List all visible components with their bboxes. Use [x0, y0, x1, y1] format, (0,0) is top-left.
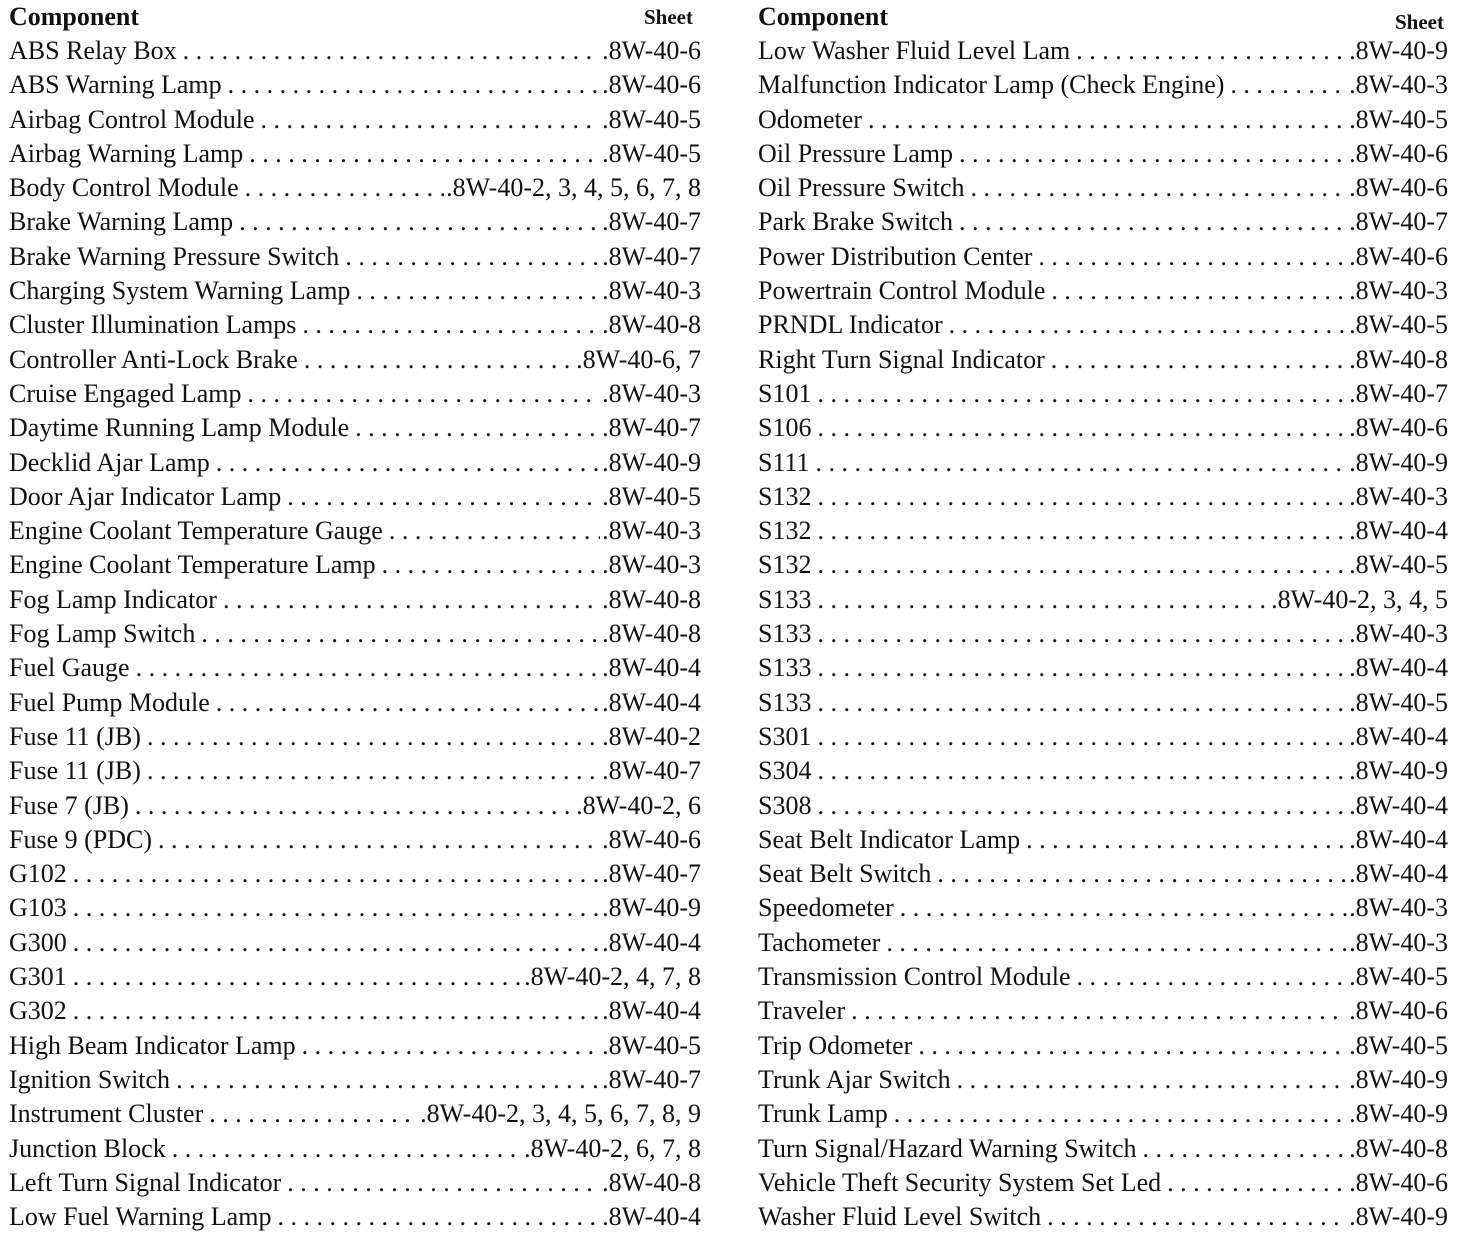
sheet-reference: .8W-40-2 — [602, 721, 701, 751]
sheet-reference: .8W-40-4 — [1349, 516, 1448, 546]
dot-leader — [957, 1063, 1347, 1097]
sheet-reference: .8W-40-4 — [602, 653, 701, 683]
sheet-header: Sheet — [1395, 10, 1444, 34]
table-row — [9, 686, 701, 720]
component-name: Cruise Engaged Lamp — [9, 378, 242, 408]
component-name: S304 — [758, 756, 812, 786]
table-row — [9, 720, 701, 754]
sheet-reference: .8W-40-5 — [1349, 310, 1448, 340]
table-row — [758, 583, 1448, 617]
right-column — [758, 0, 1448, 1234]
table-row — [758, 411, 1448, 445]
sheet-reference: .8W-40-2, 3, 4, 5, 6, 7, 8 — [446, 173, 701, 203]
table-row — [9, 926, 701, 960]
left-column-header — [9, 0, 701, 34]
table-row — [758, 651, 1448, 685]
dot-leader — [183, 34, 601, 68]
sheet-reference: .8W-40-3 — [1349, 481, 1448, 511]
dot-leader — [1143, 1132, 1348, 1166]
table-row — [9, 308, 701, 342]
table-row — [9, 583, 701, 617]
table-row — [758, 926, 1448, 960]
dot-leader — [817, 789, 1347, 823]
table-row — [758, 1132, 1448, 1166]
dot-leader — [304, 343, 574, 377]
table-row — [758, 480, 1448, 514]
sheet-reference: .8W-40-3 — [1349, 276, 1448, 306]
dot-leader — [959, 137, 1347, 171]
table-row — [758, 686, 1448, 720]
table-row — [758, 548, 1448, 582]
dot-leader — [817, 617, 1347, 651]
component-name: Power Distribution Center — [758, 241, 1033, 271]
dot-leader — [135, 789, 574, 823]
component-name: S132 — [758, 550, 812, 580]
dot-leader — [356, 274, 600, 308]
dot-leader — [239, 205, 600, 239]
table-row — [758, 205, 1448, 239]
left-component-list — [9, 34, 701, 1234]
component-name: Odometer — [758, 104, 862, 134]
table-row — [758, 1063, 1448, 1097]
component-name: G103 — [9, 893, 67, 923]
dot-leader — [73, 857, 600, 891]
table-row — [758, 617, 1448, 651]
dot-leader — [73, 960, 522, 994]
table-row — [758, 240, 1448, 274]
dot-leader — [147, 754, 600, 788]
sheet-reference: .8W-40-4 — [602, 687, 701, 717]
component-name: ABS Warning Lamp — [9, 70, 222, 100]
table-row — [9, 274, 701, 308]
sheet-reference: .8W-40-6 — [1349, 241, 1448, 271]
component-name: ABS Relay Box — [9, 36, 177, 65]
sheet-reference: .8W-40-9 — [602, 447, 701, 477]
sheet-reference: .8W-40-5 — [602, 1030, 701, 1060]
table-row — [9, 171, 701, 205]
sheet-reference: .8W-40-4 — [602, 1202, 701, 1232]
table-row — [9, 960, 701, 994]
table-row — [9, 1097, 701, 1131]
left-column — [9, 0, 701, 1234]
table-row — [9, 514, 701, 548]
sheet-header: Sheet — [644, 5, 693, 29]
dot-leader — [1051, 274, 1347, 308]
dot-leader — [355, 411, 600, 445]
dot-leader — [277, 1200, 600, 1234]
component-name: S308 — [758, 790, 812, 820]
component-name: S133 — [758, 687, 812, 717]
component-name: Fog Lamp Indicator — [9, 584, 217, 614]
dot-leader — [261, 103, 601, 137]
dot-leader — [287, 1166, 600, 1200]
sheet-reference: .8W-40-2, 6 — [576, 790, 701, 820]
sheet-reference: .8W-40-7 — [602, 1064, 701, 1094]
sheet-reference: .8W-40-8 — [602, 1167, 701, 1197]
table-row — [9, 205, 701, 239]
sheet-reference: .8W-40-3 — [602, 378, 701, 408]
dot-leader — [1076, 34, 1347, 68]
component-name: Turn Signal/Hazard Warning Switch — [758, 1133, 1137, 1163]
dot-leader — [389, 514, 600, 548]
table-row — [758, 137, 1448, 171]
dot-leader — [918, 1029, 1347, 1063]
sheet-reference: .8W-40-5 — [1349, 550, 1448, 580]
sheet-reference: .8W-40-4 — [1349, 721, 1448, 751]
sheet-reference: .8W-40-2, 4, 7, 8 — [524, 962, 701, 992]
table-row — [758, 720, 1448, 754]
table-row — [758, 103, 1448, 137]
sheet-reference: .8W-40-8 — [602, 619, 701, 649]
sheet-reference: .8W-40-6 — [602, 824, 701, 854]
component-name: S301 — [758, 721, 812, 751]
dot-leader — [886, 926, 1347, 960]
component-name: Powertrain Control Module — [758, 276, 1046, 306]
dot-leader — [172, 1132, 522, 1166]
table-row — [758, 1200, 1448, 1234]
sheet-reference: .8W-40-8 — [1349, 344, 1448, 374]
component-header: Component — [758, 2, 889, 31]
table-row — [9, 377, 701, 411]
sheet-reference: .8W-40-2, 3, 4, 5 — [1271, 584, 1448, 614]
sheet-reference: .8W-40-6 — [602, 36, 701, 65]
dot-leader — [1167, 1166, 1347, 1200]
sheet-reference: .8W-40-4 — [1349, 653, 1448, 683]
component-name: Left Turn Signal Indicator — [9, 1167, 282, 1197]
component-name: S133 — [758, 584, 812, 614]
component-name: Brake Warning Pressure Switch — [9, 241, 340, 271]
dot-leader — [136, 651, 600, 685]
sheet-reference: .8W-40-8 — [602, 310, 701, 340]
sheet-reference: .8W-40-3 — [1349, 893, 1448, 923]
table-row — [9, 789, 701, 823]
dot-leader — [249, 137, 600, 171]
component-name: Trip Odometer — [758, 1030, 913, 1060]
sheet-reference: .8W-40-7 — [602, 413, 701, 443]
dot-leader — [817, 411, 1347, 445]
dot-leader — [216, 686, 600, 720]
dot-leader — [1077, 960, 1348, 994]
table-row — [9, 994, 701, 1028]
component-name: Trunk Lamp — [758, 1099, 888, 1129]
component-name: Fuse 11 (JB) — [9, 721, 141, 751]
sheet-reference: .8W-40-6 — [1349, 138, 1448, 168]
dot-leader — [817, 548, 1347, 582]
table-row — [9, 480, 701, 514]
table-row — [9, 34, 701, 68]
table-row — [9, 754, 701, 788]
component-name: S132 — [758, 516, 812, 546]
table-row — [758, 789, 1448, 823]
table-row — [758, 343, 1448, 377]
dot-leader — [816, 446, 1348, 480]
table-row — [9, 1132, 701, 1166]
dot-leader — [817, 651, 1347, 685]
sheet-reference: .8W-40-6 — [1349, 173, 1448, 203]
sheet-reference: .8W-40-5 — [602, 138, 701, 168]
dot-leader — [176, 1063, 600, 1097]
component-name: G300 — [9, 927, 67, 957]
sheet-reference: .8W-40-4 — [602, 996, 701, 1026]
sheet-reference: .8W-40-2, 3, 4, 5, 6, 7, 8, 9 — [420, 1099, 701, 1129]
sheet-reference: .8W-40-3 — [602, 516, 701, 546]
dot-leader — [817, 514, 1347, 548]
table-row — [758, 891, 1448, 925]
dot-leader — [228, 68, 600, 102]
dot-leader — [382, 548, 600, 582]
dot-leader — [201, 617, 600, 651]
table-row — [9, 411, 701, 445]
sheet-reference: .8W-40-5 — [1349, 104, 1448, 134]
dot-leader — [959, 205, 1347, 239]
component-name: S133 — [758, 653, 812, 683]
sheet-reference: .8W-40-9 — [602, 893, 701, 923]
sheet-reference: .8W-40-8 — [1349, 1133, 1448, 1163]
table-row — [9, 1200, 701, 1234]
dot-leader — [1230, 68, 1347, 102]
component-name: Ignition Switch — [9, 1064, 171, 1094]
table-row — [9, 1166, 701, 1200]
component-name: Body Control Module — [9, 173, 239, 203]
table-row — [9, 343, 701, 377]
dot-leader — [245, 171, 444, 205]
component-name: Charging System Warning Lamp — [9, 276, 351, 306]
table-row — [9, 240, 701, 274]
dot-leader — [817, 480, 1347, 514]
dot-leader — [345, 240, 600, 274]
sheet-reference: .8W-40-7 — [602, 859, 701, 889]
sheet-reference: .8W-40-9 — [1349, 1099, 1448, 1129]
sheet-reference: .8W-40-3 — [1349, 927, 1448, 957]
component-name: S132 — [758, 481, 812, 511]
sheet-reference: .8W-40-4 — [1349, 859, 1448, 889]
table-row — [9, 68, 701, 102]
sheet-reference: .8W-40-6 — [1349, 413, 1448, 443]
dot-leader — [216, 446, 600, 480]
sheet-reference: .8W-40-7 — [1349, 378, 1448, 408]
right-column-header — [758, 0, 1448, 34]
dot-leader — [73, 891, 600, 925]
component-name: Trunk Ajar Switch — [758, 1064, 951, 1094]
dot-leader — [937, 857, 1347, 891]
table-row — [9, 891, 701, 925]
sheet-reference: .8W-40-3 — [602, 550, 701, 580]
component-name: Traveler — [758, 996, 846, 1026]
sheet-reference: .8W-40-9 — [1349, 756, 1448, 786]
sheet-reference: .8W-40-6 — [602, 70, 701, 100]
sheet-reference: .8W-40-5 — [1349, 1030, 1448, 1060]
sheet-reference: .8W-40-7 — [602, 756, 701, 786]
component-name: Seat Belt Switch — [758, 859, 932, 889]
dot-leader — [817, 754, 1347, 788]
dot-leader — [1038, 240, 1347, 274]
component-name: Malfunction Indicator Lamp (Check Engine) — [758, 70, 1225, 100]
dot-leader — [817, 720, 1347, 754]
component-name: Engine Coolant Temperature Lamp — [9, 550, 376, 580]
table-row — [9, 857, 701, 891]
table-row — [758, 34, 1448, 68]
sheet-reference: .8W-40-9 — [1349, 1064, 1448, 1094]
component-name: Daytime Running Lamp Module — [9, 413, 350, 443]
sheet-reference: .8W-40-3 — [602, 276, 701, 306]
dot-leader — [851, 994, 1347, 1028]
component-name: Transmission Control Module — [758, 962, 1071, 992]
component-name: Controller Anti-Lock Brake — [9, 344, 298, 374]
component-name: Tachometer — [758, 927, 881, 957]
sheet-reference: .8W-40-7 — [602, 241, 701, 271]
component-name: Fuel Gauge — [9, 653, 130, 683]
table-row — [758, 171, 1448, 205]
dot-leader — [817, 377, 1347, 411]
dot-leader — [147, 720, 600, 754]
component-name: Park Brake Switch — [758, 207, 953, 237]
table-row — [9, 1029, 701, 1063]
table-row — [758, 514, 1448, 548]
dot-leader — [817, 583, 1269, 617]
component-name: Fuse 7 (JB) — [9, 790, 129, 820]
dot-leader — [302, 1029, 600, 1063]
sheet-reference: .8W-40-7 — [602, 207, 701, 237]
dot-leader — [223, 583, 600, 617]
dot-leader — [894, 1097, 1347, 1131]
sheet-reference: .8W-40-9 — [1349, 36, 1448, 65]
table-row — [9, 651, 701, 685]
table-row — [758, 377, 1448, 411]
component-name: S101 — [758, 378, 812, 408]
component-name: Fuse 9 (PDC) — [9, 824, 153, 854]
table-row — [758, 994, 1448, 1028]
table-row — [9, 103, 701, 137]
component-name: Instrument Cluster — [9, 1099, 204, 1129]
component-name: Speedometer — [758, 893, 894, 923]
component-name: Fuel Pump Module — [9, 687, 210, 717]
component-name: Washer Fluid Level Switch — [758, 1202, 1042, 1232]
right-component-list — [758, 34, 1448, 1234]
sheet-reference: .8W-40-5 — [1349, 962, 1448, 992]
component-name: S133 — [758, 619, 812, 649]
dot-leader — [1051, 343, 1347, 377]
component-name: PRNDL Indicator — [758, 310, 943, 340]
dot-leader — [302, 308, 600, 342]
component-name: Fuse 11 (JB) — [9, 756, 141, 786]
dot-leader — [868, 103, 1347, 137]
table-row — [9, 548, 701, 582]
dot-leader — [209, 1097, 418, 1131]
sheet-reference: .8W-40-2, 6, 7, 8 — [524, 1133, 701, 1163]
sheet-reference: .8W-40-4 — [1349, 790, 1448, 820]
component-name: Airbag Warning Lamp — [9, 138, 244, 168]
component-name: Right Turn Signal Indicator — [758, 344, 1045, 374]
sheet-reference: .8W-40-6, 7 — [576, 344, 701, 374]
table-row — [758, 823, 1448, 857]
table-row — [758, 857, 1448, 891]
dot-leader — [158, 823, 600, 857]
table-row — [9, 137, 701, 171]
sheet-reference: .8W-40-9 — [1349, 1202, 1448, 1232]
dot-leader — [287, 480, 600, 514]
component-name: High Beam Indicator Lamp — [9, 1030, 296, 1060]
component-header: Component — [9, 2, 140, 31]
component-name: Door Ajar Indicator Lamp — [9, 481, 282, 511]
dot-leader — [1047, 1200, 1347, 1234]
table-row — [9, 1063, 701, 1097]
table-row — [758, 446, 1448, 480]
table-row — [758, 1097, 1448, 1131]
dot-leader — [900, 891, 1347, 925]
component-name: Low Fuel Warning Lamp — [9, 1202, 272, 1232]
component-name: Cluster Illumination Lamps — [9, 310, 297, 340]
component-name: G302 — [9, 996, 67, 1026]
dot-leader — [248, 377, 601, 411]
sheet-reference: .8W-40-6 — [1349, 1167, 1448, 1197]
sheet-reference: .8W-40-3 — [1349, 70, 1448, 100]
dot-leader — [73, 926, 600, 960]
dot-leader — [949, 308, 1347, 342]
table-row — [758, 274, 1448, 308]
table-row — [9, 446, 701, 480]
component-name: S111 — [758, 447, 810, 477]
table-row — [758, 308, 1448, 342]
sheet-reference: .8W-40-4 — [1349, 824, 1448, 854]
table-row — [758, 1166, 1448, 1200]
component-name: Fog Lamp Switch — [9, 619, 196, 649]
sheet-reference: .8W-40-9 — [1349, 447, 1448, 477]
component-name: Engine Coolant Temperature Gauge — [9, 516, 383, 546]
component-name: Brake Warning Lamp — [9, 207, 234, 237]
component-name: Vehicle Theft Security System Set Led — [758, 1167, 1162, 1197]
dot-leader — [971, 171, 1348, 205]
component-name: Low Washer Fluid Level Lam — [758, 36, 1071, 65]
dot-leader — [1026, 823, 1347, 857]
dot-leader — [73, 994, 600, 1028]
component-name: Seat Belt Indicator Lamp — [758, 824, 1021, 854]
sheet-reference: .8W-40-3 — [1349, 619, 1448, 649]
component-name: Junction Block — [9, 1133, 166, 1163]
sheet-reference: .8W-40-4 — [602, 927, 701, 957]
table-row — [758, 1029, 1448, 1063]
sheet-reference: .8W-40-5 — [602, 481, 701, 511]
component-name: Airbag Control Module — [9, 104, 255, 134]
sheet-reference: .8W-40-7 — [1349, 207, 1448, 237]
table-row — [758, 754, 1448, 788]
sheet-reference: .8W-40-6 — [1349, 996, 1448, 1026]
component-name: Decklid Ajar Lamp — [9, 447, 210, 477]
component-name: Oil Pressure Switch — [758, 173, 965, 203]
dot-leader — [817, 686, 1347, 720]
component-name: G301 — [9, 962, 67, 992]
component-name: Oil Pressure Lamp — [758, 138, 953, 168]
component-name: S106 — [758, 413, 812, 443]
sheet-reference: .8W-40-5 — [1349, 687, 1448, 717]
table-row — [9, 617, 701, 651]
table-row — [758, 960, 1448, 994]
sheet-reference: .8W-40-8 — [602, 584, 701, 614]
table-row — [9, 823, 701, 857]
sheet-reference: .8W-40-5 — [602, 104, 701, 134]
component-name: G102 — [9, 859, 67, 889]
table-row — [758, 68, 1448, 102]
